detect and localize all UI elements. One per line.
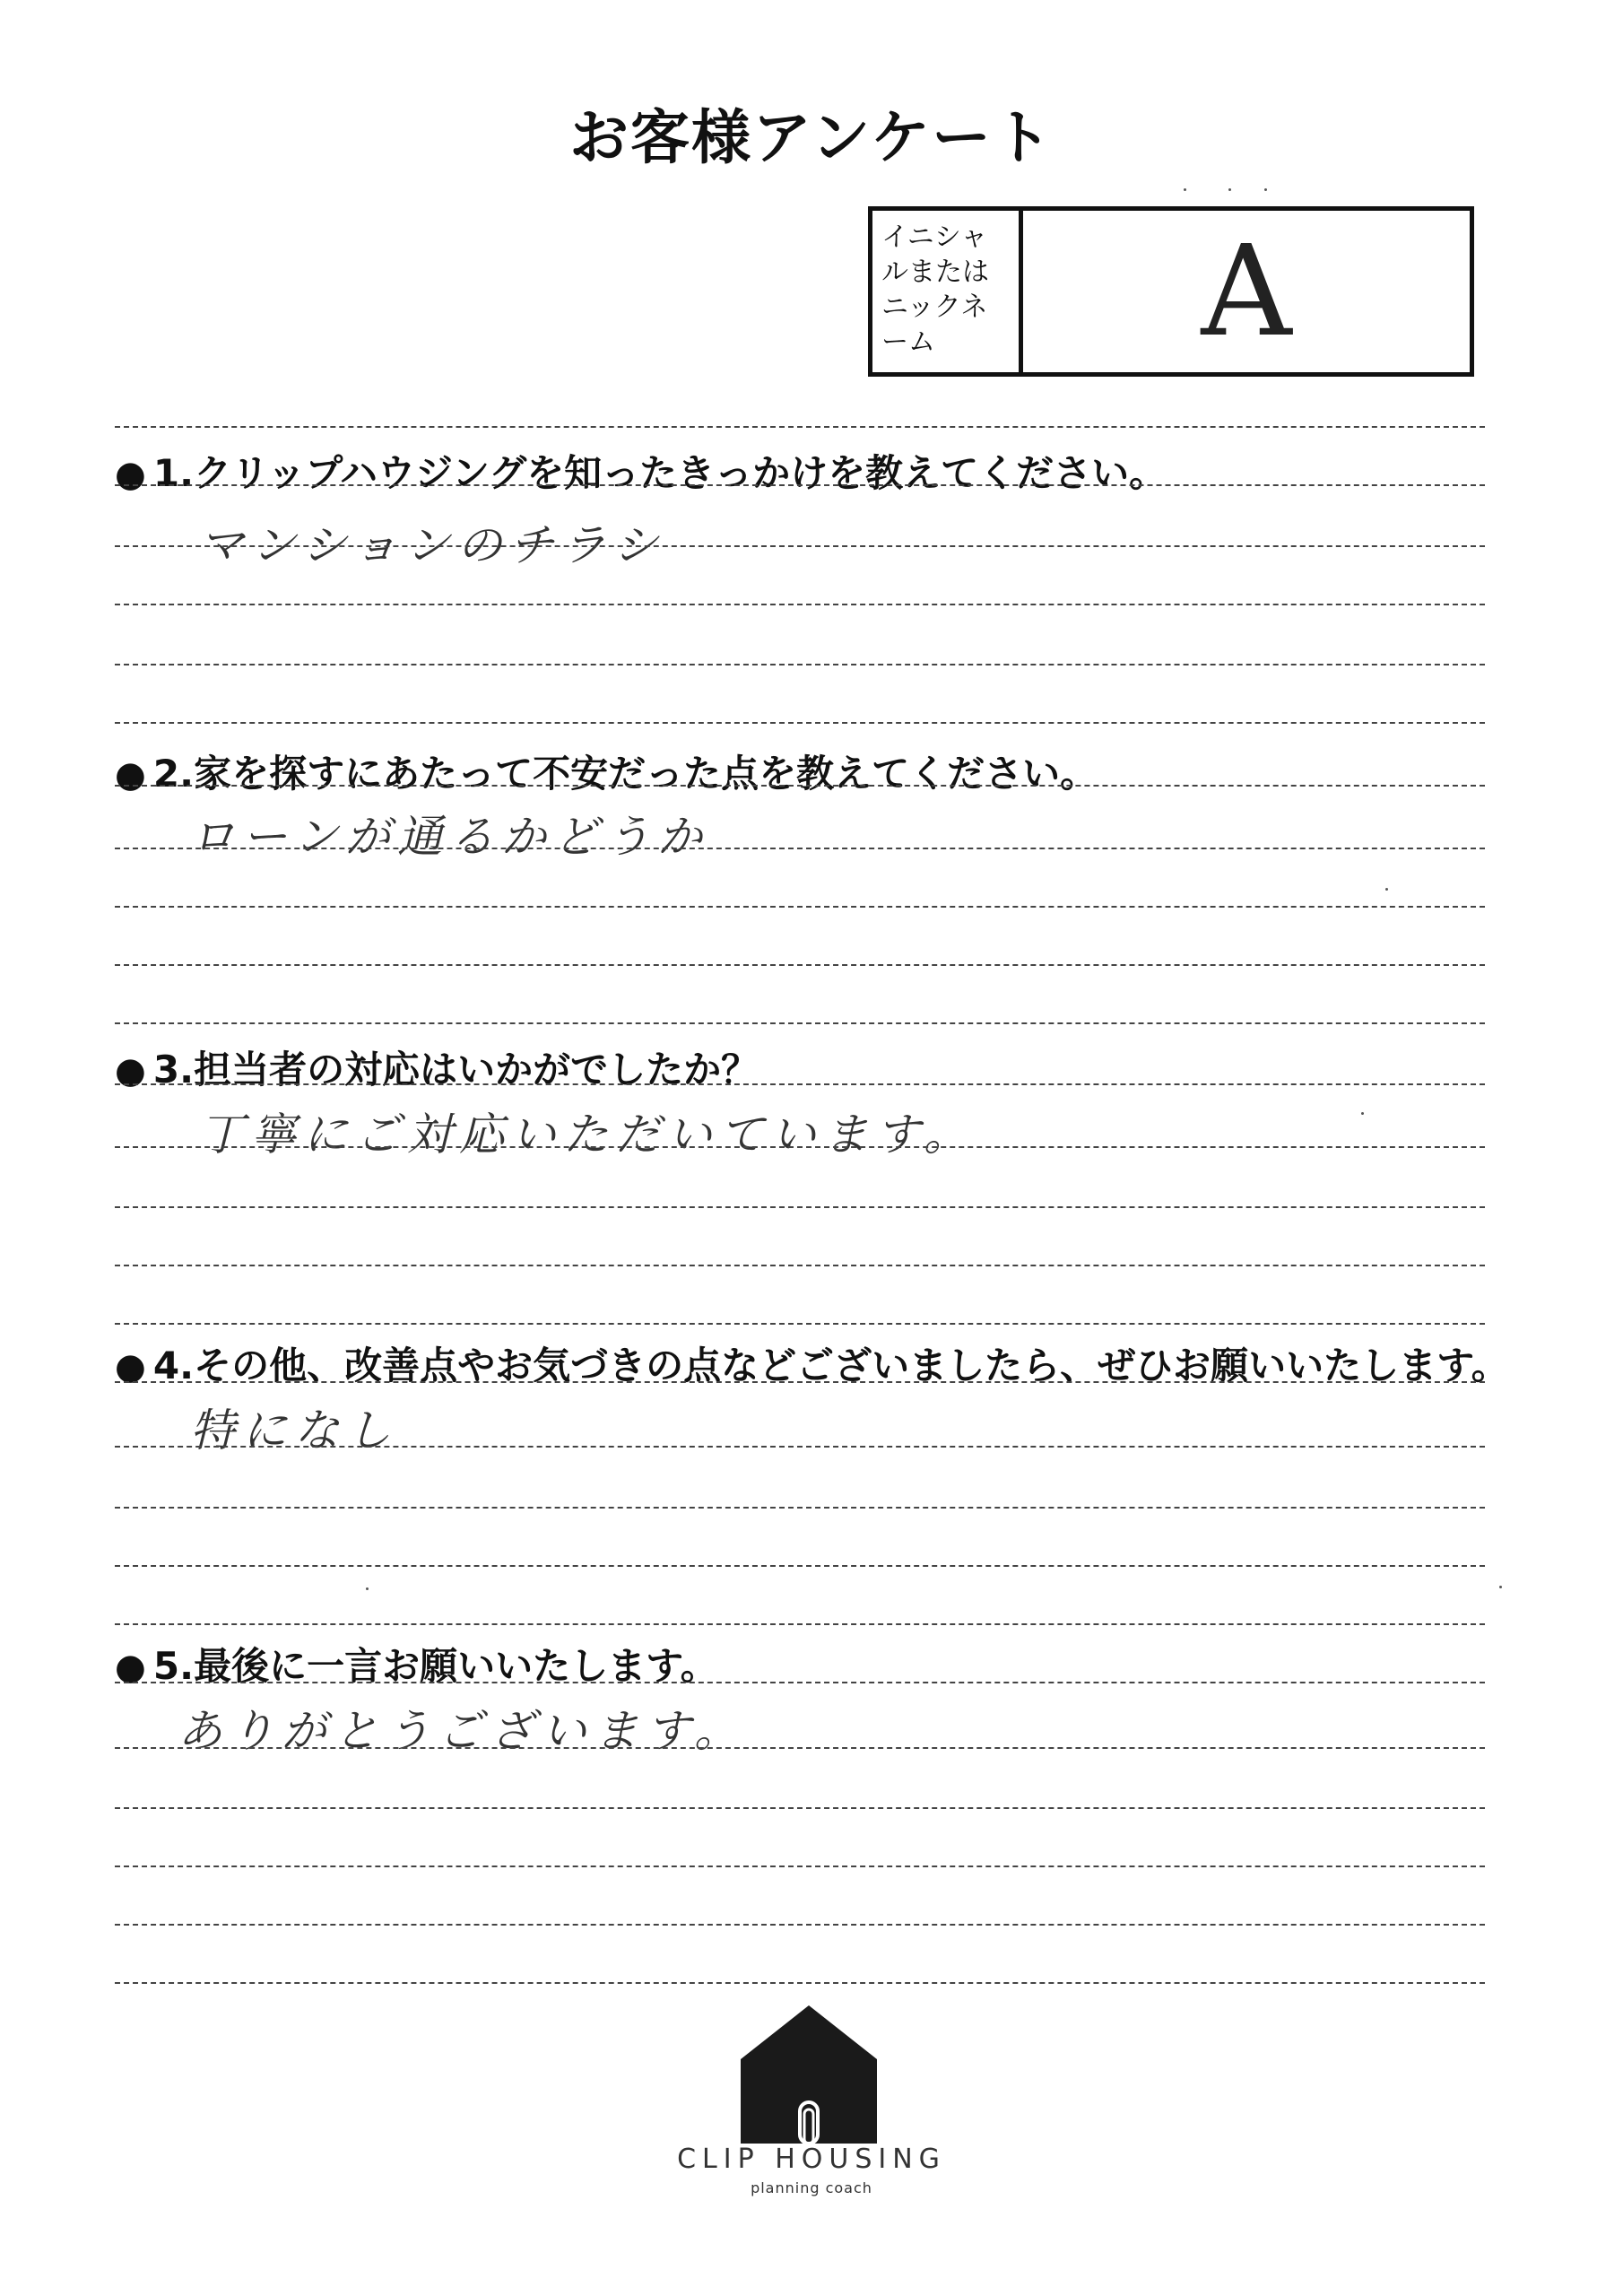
name-box-value[interactable]: A [1201,218,1292,365]
name-box-label: イニシャルまたはニックネーム [872,211,1023,372]
rule [115,1323,1485,1325]
bullet-icon: ● [115,1647,146,1688]
logo-name: CLIP HOUSING [677,2144,946,2175]
scan-speck [1499,1586,1502,1588]
answer-4[interactable]: 特になし [190,1405,398,1457]
answer-1[interactable]: マンションのチラシ [199,519,665,571]
rule [115,1924,1485,1926]
rule [115,1982,1485,1984]
scan-speck [1385,888,1388,891]
question-3 [115,1040,1514,1094]
question-4-text: 4.その他、改善点やお気づきの点などございましたら、ぜひお願いいたします。 [152,1344,1509,1387]
rule [115,604,1485,605]
page-title: お客様アンケート [568,103,1055,172]
rule [115,906,1485,908]
house-logo-icon [737,2002,881,2145]
rule [115,1807,1485,1809]
rule [115,1146,1485,1148]
rule [115,1083,1485,1085]
question-1 [115,444,1514,498]
question-5-text: 5.最後に一言お願いいたします。 [152,1644,718,1688]
bullet-icon: ● [115,454,146,495]
scan-speck [1361,1112,1364,1115]
answer-2[interactable]: ローンが通るかどうか [190,811,709,863]
bullet-icon: ● [115,1346,146,1387]
question-2-text: 2.家を探すにあたって不安だった点を教えてください。 [152,752,1098,796]
rule [115,1682,1485,1683]
scan-speck [1228,188,1231,191]
scan-speck [1264,188,1267,191]
rule [115,1446,1485,1448]
rule [115,1507,1485,1509]
logo-subtitle: planning coach [751,2179,872,2196]
rule [115,785,1485,787]
rule [115,1747,1485,1749]
question-2 [115,744,1514,798]
rule [115,1623,1485,1625]
rule [115,426,1485,428]
rule [115,1022,1485,1024]
rule [115,722,1485,724]
rule [115,545,1485,547]
scan-speck [366,1587,369,1590]
rule [115,484,1485,486]
answer-3[interactable]: 丁寧にご対応いただいています。 [199,1109,976,1161]
rule [115,664,1485,665]
question-1-text: 1.クリップハウジングを知ったきっかけを教えてください。 [152,451,1167,495]
scan-speck [1184,188,1186,191]
bullet-icon: ● [115,754,146,796]
rule [115,1381,1485,1383]
question-3-text: 3.担当者の対応はいかがでしたか？ [152,1048,759,1091]
rule [115,964,1485,966]
rule [115,1206,1485,1208]
bullet-icon: ● [115,1050,146,1091]
rule [115,1866,1485,1867]
rule [115,1265,1485,1266]
rule [115,1565,1485,1567]
answer-5[interactable]: ありがとうございます。 [178,1705,746,1757]
name-box [868,206,1474,377]
rule [115,848,1485,849]
